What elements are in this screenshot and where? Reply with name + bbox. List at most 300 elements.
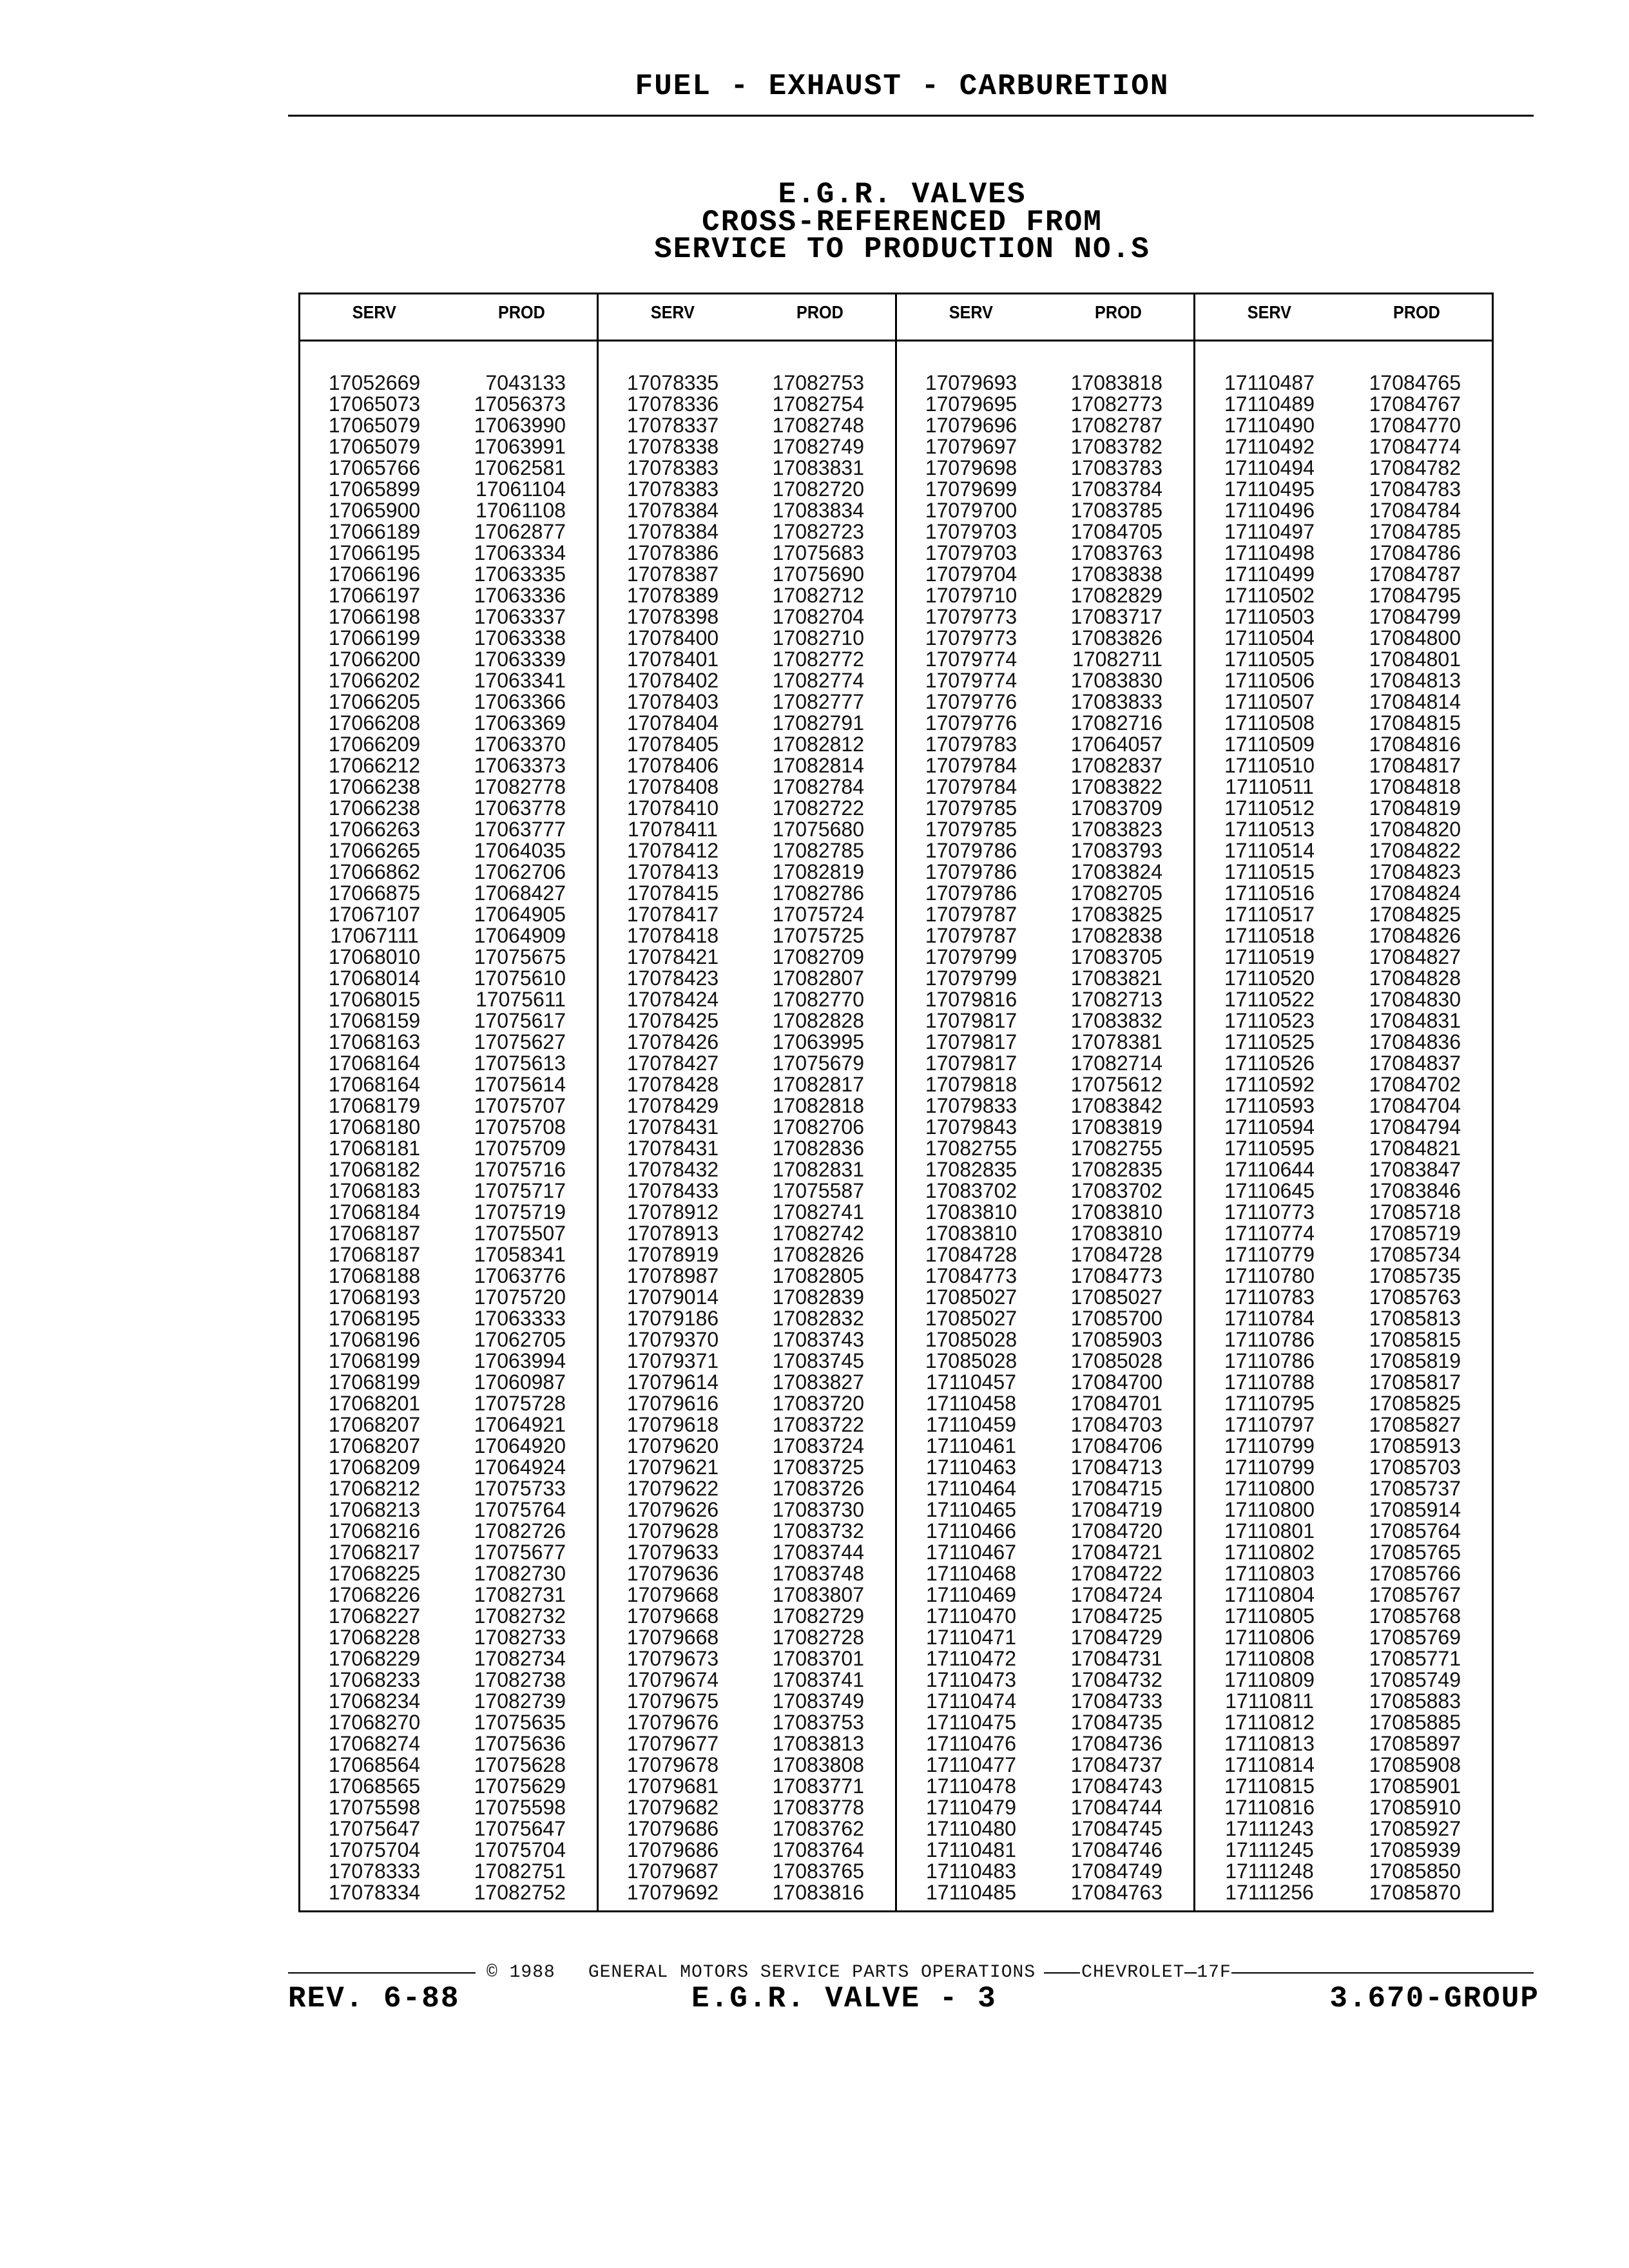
prod-number: 17083826 xyxy=(1070,626,1162,649)
serv-number: 17110813 xyxy=(1224,1732,1315,1755)
prod-number: 17084786 xyxy=(1369,541,1461,564)
serv-number: 17078406 xyxy=(626,754,719,777)
serv-number: 17110507 xyxy=(1224,690,1315,713)
serv-number: 17110645 xyxy=(1224,1179,1315,1202)
serv-number: 17065900 xyxy=(328,499,421,522)
table-row xyxy=(300,1669,597,1691)
table-row xyxy=(599,1776,895,1797)
prod-number: 17075707 xyxy=(474,1094,566,1117)
prod-number: 17085813 xyxy=(1369,1307,1461,1330)
prod-number: 17064921 xyxy=(474,1413,566,1436)
serv-number: 17110508 xyxy=(1224,711,1315,735)
table-row xyxy=(599,1691,895,1712)
prod-number: 17084702 xyxy=(1369,1073,1461,1096)
serv-number: 17110644 xyxy=(1224,1158,1315,1181)
prod-number: 17063995 xyxy=(772,1030,864,1053)
serv-number: 17068227 xyxy=(328,1604,421,1628)
prod-number: 17084818 xyxy=(1369,775,1461,798)
prod-number: 17075690 xyxy=(772,562,864,586)
serv-number: 17079773 xyxy=(925,605,1017,628)
prod-number: 17083823 xyxy=(1070,818,1162,841)
serv-number: 17066862 xyxy=(328,860,421,883)
prod-number: 17082749 xyxy=(772,435,864,458)
table-row xyxy=(300,819,597,840)
table-row xyxy=(1195,1436,1492,1457)
serv-number: 17079700 xyxy=(925,499,1017,522)
table-row xyxy=(1195,1861,1492,1882)
prod-number: 17083771 xyxy=(772,1774,864,1798)
serv-number: 17110786 xyxy=(1224,1328,1315,1351)
table-row xyxy=(599,713,895,734)
serv-number: 17068010 xyxy=(328,945,421,968)
prod-number: 17084774 xyxy=(1369,435,1461,458)
table-row xyxy=(300,1691,597,1712)
prod-number: 17084724 xyxy=(1070,1583,1162,1606)
table-row xyxy=(300,883,597,904)
serv-number: 17066238 xyxy=(328,775,421,798)
prod-number: 17085913 xyxy=(1369,1434,1461,1457)
prod-number: 17083765 xyxy=(772,1860,864,1883)
table-row xyxy=(897,798,1193,819)
prod-number: 17082774 xyxy=(772,669,864,692)
serv-number: 17079776 xyxy=(925,690,1017,713)
table-row xyxy=(897,925,1193,947)
table-row xyxy=(897,1308,1193,1329)
serv-number: 17065073 xyxy=(328,392,421,416)
prod-number: 17084746 xyxy=(1070,1838,1162,1861)
table-row xyxy=(599,394,895,415)
table-row xyxy=(300,1797,597,1818)
table-row xyxy=(599,585,895,606)
prod-number: 17082786 xyxy=(772,881,864,905)
prod-number: 17084823 xyxy=(1369,860,1461,883)
table-row xyxy=(599,1180,895,1202)
serv-number: 17110519 xyxy=(1224,945,1315,968)
prod-number: 17084735 xyxy=(1070,1711,1162,1734)
table-row xyxy=(300,1372,597,1393)
serv-number: 17079687 xyxy=(626,1860,719,1883)
table-row xyxy=(300,585,597,606)
prod-number: 17075709 xyxy=(474,1137,566,1160)
prod-number: 17075680 xyxy=(772,818,864,841)
serv-number: 17078386 xyxy=(626,541,719,564)
serv-number: 17078383 xyxy=(626,477,719,501)
serv-number: 17079843 xyxy=(925,1115,1017,1139)
prod-number: 17085817 xyxy=(1369,1370,1461,1394)
serv-number: 17110786 xyxy=(1224,1349,1315,1372)
serv-number: 17110464 xyxy=(926,1477,1016,1500)
serv-number: 17110802 xyxy=(1224,1541,1315,1564)
table-row xyxy=(599,755,895,776)
table-row xyxy=(599,1563,895,1584)
serv-number: 17110803 xyxy=(1224,1562,1315,1585)
prod-number: 17061108 xyxy=(476,499,566,522)
serv-number: 17068187 xyxy=(328,1243,421,1266)
column-group-4 xyxy=(1195,294,1492,1910)
prod-number: 17084703 xyxy=(1070,1413,1162,1436)
table-row xyxy=(599,1117,895,1138)
table-row xyxy=(897,1032,1193,1053)
serv-number: 17079633 xyxy=(626,1541,719,1564)
serv-number: 17078333 xyxy=(328,1860,421,1883)
serv-number: 17110499 xyxy=(1224,562,1315,586)
prod-number: 17084736 xyxy=(1070,1732,1162,1755)
prod-number: 17083807 xyxy=(772,1583,864,1606)
prod-number: 17063336 xyxy=(474,584,566,607)
table-row xyxy=(300,1478,597,1499)
group-header xyxy=(599,294,895,341)
serv-number: 17110497 xyxy=(1224,520,1315,543)
serv-number: 17078429 xyxy=(626,1094,719,1117)
prod-number: 17082773 xyxy=(1070,392,1162,416)
table-row xyxy=(897,691,1193,713)
serv-number: 17079682 xyxy=(626,1796,719,1819)
table-row xyxy=(897,521,1193,543)
table-row xyxy=(897,1074,1193,1095)
prod-number: 17083818 xyxy=(1070,371,1162,394)
table-row xyxy=(1195,500,1492,521)
table-row xyxy=(897,989,1193,1010)
table-row xyxy=(599,1202,895,1223)
table-row xyxy=(1195,1095,1492,1117)
serv-number: 17083810 xyxy=(925,1222,1017,1245)
prod-number: 17085765 xyxy=(1369,1541,1461,1564)
serv-number: 17110475 xyxy=(926,1711,1016,1734)
serv-number: 17079774 xyxy=(925,648,1017,671)
table-row xyxy=(300,1606,597,1627)
prod-number: 17082836 xyxy=(772,1137,864,1160)
table-row xyxy=(300,776,597,798)
prod-number: 17083813 xyxy=(772,1732,864,1755)
prod-number: 17084722 xyxy=(1070,1562,1162,1585)
serv-number: 17085028 xyxy=(925,1328,1017,1351)
serv-number: 17078408 xyxy=(626,775,719,798)
prod-number: 17084745 xyxy=(1070,1817,1162,1840)
table-row xyxy=(300,1138,597,1159)
table-row xyxy=(300,1882,597,1903)
header-rule xyxy=(288,115,1534,117)
table-row xyxy=(599,840,895,861)
serv-number: 17078335 xyxy=(626,371,719,394)
serv-number: 17110800 xyxy=(1224,1477,1315,1500)
table-row xyxy=(300,1563,597,1584)
serv-number: 17110494 xyxy=(1224,456,1315,479)
table-row xyxy=(897,372,1193,394)
serv-number: 17068207 xyxy=(328,1434,421,1457)
serv-header: SERV xyxy=(949,302,994,322)
serv-number: 17068274 xyxy=(328,1732,421,1755)
group-body xyxy=(300,341,597,1903)
serv-number: 17110513 xyxy=(1224,818,1315,841)
serv-number: 17083702 xyxy=(925,1179,1017,1202)
table-row xyxy=(300,1861,597,1882)
prod-number: 17084715 xyxy=(1070,1477,1162,1500)
table-row xyxy=(599,1436,895,1457)
serv-number: 17068217 xyxy=(328,1541,421,1564)
table-row xyxy=(300,1584,597,1606)
prod-number: 17082755 xyxy=(1070,1137,1162,1160)
serv-number: 17066263 xyxy=(328,818,421,841)
table-row xyxy=(300,1180,597,1202)
prod-number: 17084814 xyxy=(1369,690,1461,713)
table-row xyxy=(1195,1627,1492,1648)
prod-number: 17084801 xyxy=(1369,648,1461,671)
table-row xyxy=(1195,1648,1492,1669)
group-body xyxy=(897,341,1193,1903)
table-row xyxy=(1195,670,1492,691)
prod-number: 17084701 xyxy=(1070,1392,1162,1415)
prod-number: 17083745 xyxy=(772,1349,864,1372)
serv-number: 17078433 xyxy=(626,1179,719,1202)
table-row xyxy=(1195,925,1492,947)
table-row xyxy=(1195,968,1492,989)
serv-number: 17110797 xyxy=(1224,1413,1315,1436)
table-row xyxy=(897,755,1193,776)
serv-number: 17110815 xyxy=(1224,1774,1315,1798)
table-row xyxy=(897,1542,1193,1563)
prod-number: 17085749 xyxy=(1369,1668,1461,1691)
serv-number: 17110480 xyxy=(926,1817,1016,1840)
table-row xyxy=(897,415,1193,436)
prod-number: 17084721 xyxy=(1070,1541,1162,1564)
table-row xyxy=(300,1499,597,1521)
prod-number: 17083793 xyxy=(1070,839,1162,862)
prod-number: 17084816 xyxy=(1369,733,1461,756)
table-row xyxy=(897,713,1193,734)
prod-number: 17082772 xyxy=(772,648,864,671)
prod-number: 17084706 xyxy=(1070,1434,1162,1457)
table-row xyxy=(897,1159,1193,1180)
serv-number: 17068233 xyxy=(328,1668,421,1691)
prod-number: 17075587 xyxy=(772,1179,864,1202)
serv-number: 17078338 xyxy=(626,435,719,458)
serv-number: 17110806 xyxy=(1224,1626,1315,1649)
prod-number: 17084837 xyxy=(1369,1052,1461,1075)
table-row xyxy=(897,564,1193,585)
table-row xyxy=(897,883,1193,904)
prod-number: 17064909 xyxy=(474,924,566,947)
serv-number: 17110516 xyxy=(1224,881,1315,905)
serv-number: 17078417 xyxy=(626,903,719,926)
table-row xyxy=(897,1202,1193,1223)
serv-number: 17068209 xyxy=(328,1456,421,1479)
table-row xyxy=(1195,1840,1492,1861)
prod-number: 17083732 xyxy=(772,1519,864,1542)
prod-number: 17084765 xyxy=(1369,371,1461,394)
prod-number: 17075764 xyxy=(474,1498,566,1521)
prod-number: 17085901 xyxy=(1369,1774,1461,1798)
prod-number: 17082831 xyxy=(772,1158,864,1181)
table-row xyxy=(599,1733,895,1754)
serv-number: 17078912 xyxy=(626,1200,719,1224)
table-row xyxy=(1195,1372,1492,1393)
table-row xyxy=(599,1457,895,1478)
prod-header: PROD xyxy=(796,302,843,322)
prod-number: 17063776 xyxy=(474,1264,566,1287)
table-row xyxy=(897,585,1193,606)
serv-number: 17110522 xyxy=(1224,988,1315,1011)
table-row xyxy=(897,1329,1193,1350)
serv-number: 17078405 xyxy=(626,733,719,756)
table-row xyxy=(1195,1032,1492,1053)
serv-number: 17078425 xyxy=(626,1009,719,1032)
serv-number: 17068180 xyxy=(328,1115,421,1139)
serv-number: 17079783 xyxy=(925,733,1017,756)
prod-number: 17084822 xyxy=(1369,839,1461,862)
serv-number: 17110502 xyxy=(1224,584,1315,607)
prod-number: 17085027 xyxy=(1070,1285,1162,1309)
prod-number: 17075647 xyxy=(474,1817,566,1840)
prod-number: 17084819 xyxy=(1369,796,1461,820)
prod-number: 17084720 xyxy=(1070,1519,1162,1542)
serv-number: 17079186 xyxy=(626,1307,719,1330)
prod-number: 17063341 xyxy=(474,669,566,692)
serv-number: 17068163 xyxy=(328,1030,421,1053)
table-row xyxy=(1195,798,1492,819)
prod-number: 17083824 xyxy=(1070,860,1162,883)
prod-number: 17082729 xyxy=(772,1604,864,1628)
table-row xyxy=(1195,1563,1492,1584)
table-row xyxy=(897,1223,1193,1244)
serv-number: 17078413 xyxy=(626,860,719,883)
prod-number: 17085767 xyxy=(1369,1583,1461,1606)
serv-number: 17079799 xyxy=(925,966,1017,990)
prod-number: 17083722 xyxy=(772,1413,864,1436)
prod-number: 17082731 xyxy=(474,1583,566,1606)
serv-number: 17079674 xyxy=(626,1668,719,1691)
page-label: E.G.R. VALVE - 3 xyxy=(691,1982,997,2015)
serv-header: SERV xyxy=(650,302,695,322)
serv-number: 17065079 xyxy=(328,435,421,458)
serv-number: 17110514 xyxy=(1224,839,1315,862)
prod-number: 17085914 xyxy=(1369,1498,1461,1521)
prod-number: 17082838 xyxy=(1070,924,1162,947)
serv-number: 17066196 xyxy=(328,562,421,586)
serv-number: 17110503 xyxy=(1224,605,1315,628)
prod-number: 17085927 xyxy=(1369,1817,1461,1840)
table-row xyxy=(300,1329,597,1350)
prod-number: 17083764 xyxy=(772,1838,864,1861)
serv-number: 17068195 xyxy=(328,1307,421,1330)
prod-number: 7043133 xyxy=(485,371,566,394)
serv-number: 17078389 xyxy=(626,584,719,607)
serv-number: 17110795 xyxy=(1224,1392,1315,1415)
table-row xyxy=(300,543,597,564)
prod-number: 17083842 xyxy=(1070,1094,1162,1117)
serv-number: 17110489 xyxy=(1224,392,1315,416)
prod-number: 17063366 xyxy=(474,690,566,713)
copyright-text: © 1988 xyxy=(487,1963,555,1983)
prod-number: 17085908 xyxy=(1369,1753,1461,1776)
serv-number: 17068181 xyxy=(328,1137,421,1160)
group-header xyxy=(300,294,597,341)
prod-number: 17075629 xyxy=(474,1774,566,1798)
serv-number: 17110805 xyxy=(1224,1604,1315,1628)
prod-number: 17082723 xyxy=(772,520,864,543)
table-row xyxy=(1195,1521,1492,1542)
prod-number: 17085764 xyxy=(1369,1519,1461,1542)
serv-number: 17066198 xyxy=(328,605,421,628)
table-row xyxy=(300,1159,597,1180)
prod-number: 17082817 xyxy=(772,1073,864,1096)
serv-number: 17110515 xyxy=(1224,860,1315,883)
serv-number: 17110471 xyxy=(926,1626,1016,1649)
table-row xyxy=(1195,1606,1492,1627)
serv-number: 17079675 xyxy=(626,1689,719,1713)
serv-number: 17068226 xyxy=(328,1583,421,1606)
serv-number: 17110505 xyxy=(1224,648,1315,671)
table-row xyxy=(897,861,1193,883)
serv-number: 17066195 xyxy=(328,541,421,564)
table-row xyxy=(599,1521,895,1542)
prod-number: 17084743 xyxy=(1070,1774,1162,1798)
table-row xyxy=(300,1074,597,1095)
table-row xyxy=(1195,755,1492,776)
table-row xyxy=(300,713,597,734)
prod-number: 17083830 xyxy=(1070,669,1162,692)
table-row xyxy=(599,1244,895,1265)
serv-number: 17110490 xyxy=(1224,414,1315,437)
table-row xyxy=(599,968,895,989)
serv-number: 17068199 xyxy=(328,1349,421,1372)
serv-number: 17078401 xyxy=(626,648,719,671)
serv-number: 17110814 xyxy=(1224,1753,1315,1776)
table-row xyxy=(300,1840,597,1861)
serv-number: 17110485 xyxy=(926,1881,1016,1904)
prod-number: 17082739 xyxy=(474,1689,566,1713)
table-row xyxy=(897,904,1193,925)
table-row xyxy=(599,670,895,691)
table-row xyxy=(300,1244,597,1265)
prod-number: 17075725 xyxy=(772,924,864,947)
serv-number: 17082835 xyxy=(925,1158,1017,1181)
prod-number: 17084828 xyxy=(1369,966,1461,990)
prod-number: 17084800 xyxy=(1369,626,1461,649)
prod-number: 17062877 xyxy=(474,520,566,543)
table-row xyxy=(599,628,895,649)
prod-number: 17082785 xyxy=(772,839,864,862)
serv-number: 17110526 xyxy=(1224,1052,1315,1075)
column-group-2 xyxy=(599,294,897,1910)
column-group-3 xyxy=(897,294,1195,1910)
table-row xyxy=(300,861,597,883)
serv-header: SERV xyxy=(352,302,397,322)
prod-number: 17084782 xyxy=(1369,456,1461,479)
prod-number: 17082705 xyxy=(1070,881,1162,905)
prod-number: 17084830 xyxy=(1369,988,1461,1011)
serv-number: 17068229 xyxy=(328,1647,421,1670)
table-row xyxy=(1195,436,1492,457)
prod-number: 17075719 xyxy=(474,1200,566,1224)
serv-number: 17085027 xyxy=(925,1307,1017,1330)
serv-number: 17078412 xyxy=(626,839,719,862)
table-row xyxy=(599,1350,895,1372)
prod-number: 17083816 xyxy=(772,1881,864,1904)
prod-number: 17084700 xyxy=(1070,1370,1162,1394)
serv-number: 17078334 xyxy=(328,1881,421,1904)
table-row xyxy=(897,606,1193,628)
serv-number: 17079784 xyxy=(925,775,1017,798)
prod-number: 17075617 xyxy=(474,1009,566,1032)
serv-number: 17079785 xyxy=(925,818,1017,841)
serv-number: 17079785 xyxy=(925,796,1017,820)
prod-number: 17083743 xyxy=(772,1328,864,1351)
table-row xyxy=(599,904,895,925)
serv-number: 17110518 xyxy=(1224,924,1315,947)
serv-number: 17078383 xyxy=(626,456,719,479)
prod-number: 17082706 xyxy=(772,1115,864,1139)
table-row xyxy=(599,1393,895,1414)
